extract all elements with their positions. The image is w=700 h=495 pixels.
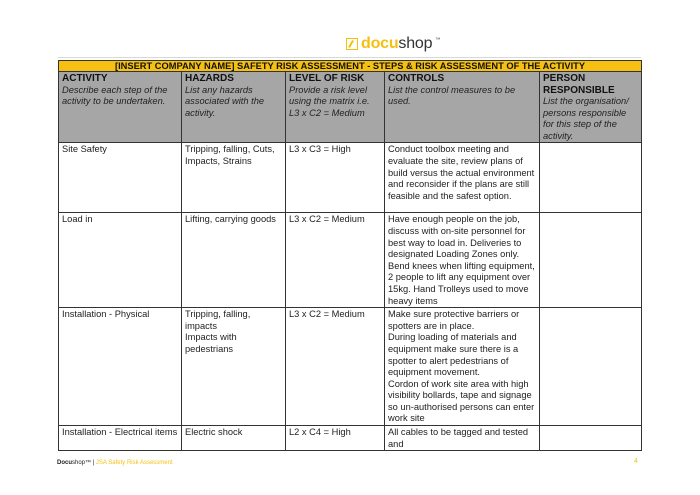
- hazards-cell[interactable]: Lifting, carrying goods: [182, 213, 286, 308]
- controls-cell[interactable]: Have enough people on the job, discuss with on-site personnel for best way to load in. Deliveries to designated Loading Zones only. Bend knees when lifting equipment, 2 people to lift any equipment over 15kg. Hand Trolleys used to move heavy items: [385, 213, 540, 308]
- docushop-logo: [346, 35, 440, 53]
- risk-cell[interactable]: L3 x C3 = High: [286, 143, 385, 213]
- hazards-cell[interactable]: Tripping, falling, Cuts, Impacts, Strains: [182, 143, 286, 213]
- risk-cell[interactable]: L3 x C2 = Medium: [286, 213, 385, 308]
- column-header-hazards: HAZARDS List any hazards associated with the activity.: [182, 72, 286, 143]
- hazards-cell[interactable]: Electric shock: [182, 426, 286, 451]
- column-header-controls: CONTROLS List the control measures to be used.: [385, 72, 540, 143]
- footer-document-label: Docushop™ | JSA Safety Risk Assessment: [57, 460, 173, 466]
- table-row: [59, 143, 642, 213]
- risk-cell[interactable]: L2 x C4 = High: [286, 426, 385, 451]
- controls-cell[interactable]: Conduct toolbox meeting and evaluate the site, review plans of build versus the actual environment and reconsider if the plans are still feasible and the safest option.: [385, 143, 540, 213]
- person-cell[interactable]: [540, 308, 642, 426]
- header-divider: [58, 57, 641, 58]
- column-header-row: [59, 72, 642, 143]
- logo-wordmark: docushop: [361, 35, 433, 52]
- table-title-row: [59, 61, 642, 72]
- activity-cell[interactable]: Installation - Physical: [59, 308, 182, 426]
- activity-cell[interactable]: Installation - Electrical items: [59, 426, 182, 451]
- footer-doc-name: JSA Safety Risk Assessment: [95, 460, 173, 466]
- column-header-person-responsible: PERSON RESPONSIBLE List the organisation/ persons responsible for this step of the activity.: [540, 72, 642, 143]
- activity-cell[interactable]: Load in: [59, 213, 182, 308]
- column-header-activity: ACTIVITY Describe each step of the activity to be undertaken.: [59, 72, 182, 143]
- hazards-cell[interactable]: Tripping, falling, impacts Impacts with pedestrians: [182, 308, 286, 426]
- table-title: [INSERT COMPANY NAME] SAFETY RISK ASSESSMENT - STEPS & RISK ASSESSMENT OF THE ACTIVITY: [59, 61, 642, 72]
- person-cell[interactable]: [540, 426, 642, 451]
- table-row: [59, 426, 642, 451]
- activity-cell[interactable]: Site Safety: [59, 143, 182, 213]
- table-row: [59, 308, 642, 426]
- table-row: [59, 213, 642, 308]
- page-number: 4: [634, 458, 638, 465]
- trademark-symbol: ™: [435, 37, 441, 43]
- column-header-level-of-risk: LEVEL OF RISK Provide a risk level using the matrix i.e. L3 x C2 = Medium: [286, 72, 385, 143]
- controls-cell[interactable]: Make sure protective barriers or spotters are in place. During loading of materials and equipment make sure there is a spotter to alert pedestrians of equipment movement. Cordon of work site area with high visibility bollards, tape and signage so un-authorised persons can enter work site: [385, 308, 540, 426]
- pen-square-icon: [346, 38, 358, 50]
- person-cell[interactable]: [540, 143, 642, 213]
- risk-cell[interactable]: L3 x C2 = Medium: [286, 308, 385, 426]
- person-cell[interactable]: [540, 213, 642, 308]
- risk-assessment-table: [58, 60, 642, 451]
- controls-cell[interactable]: All cables to be tagged and tested and: [385, 426, 540, 451]
